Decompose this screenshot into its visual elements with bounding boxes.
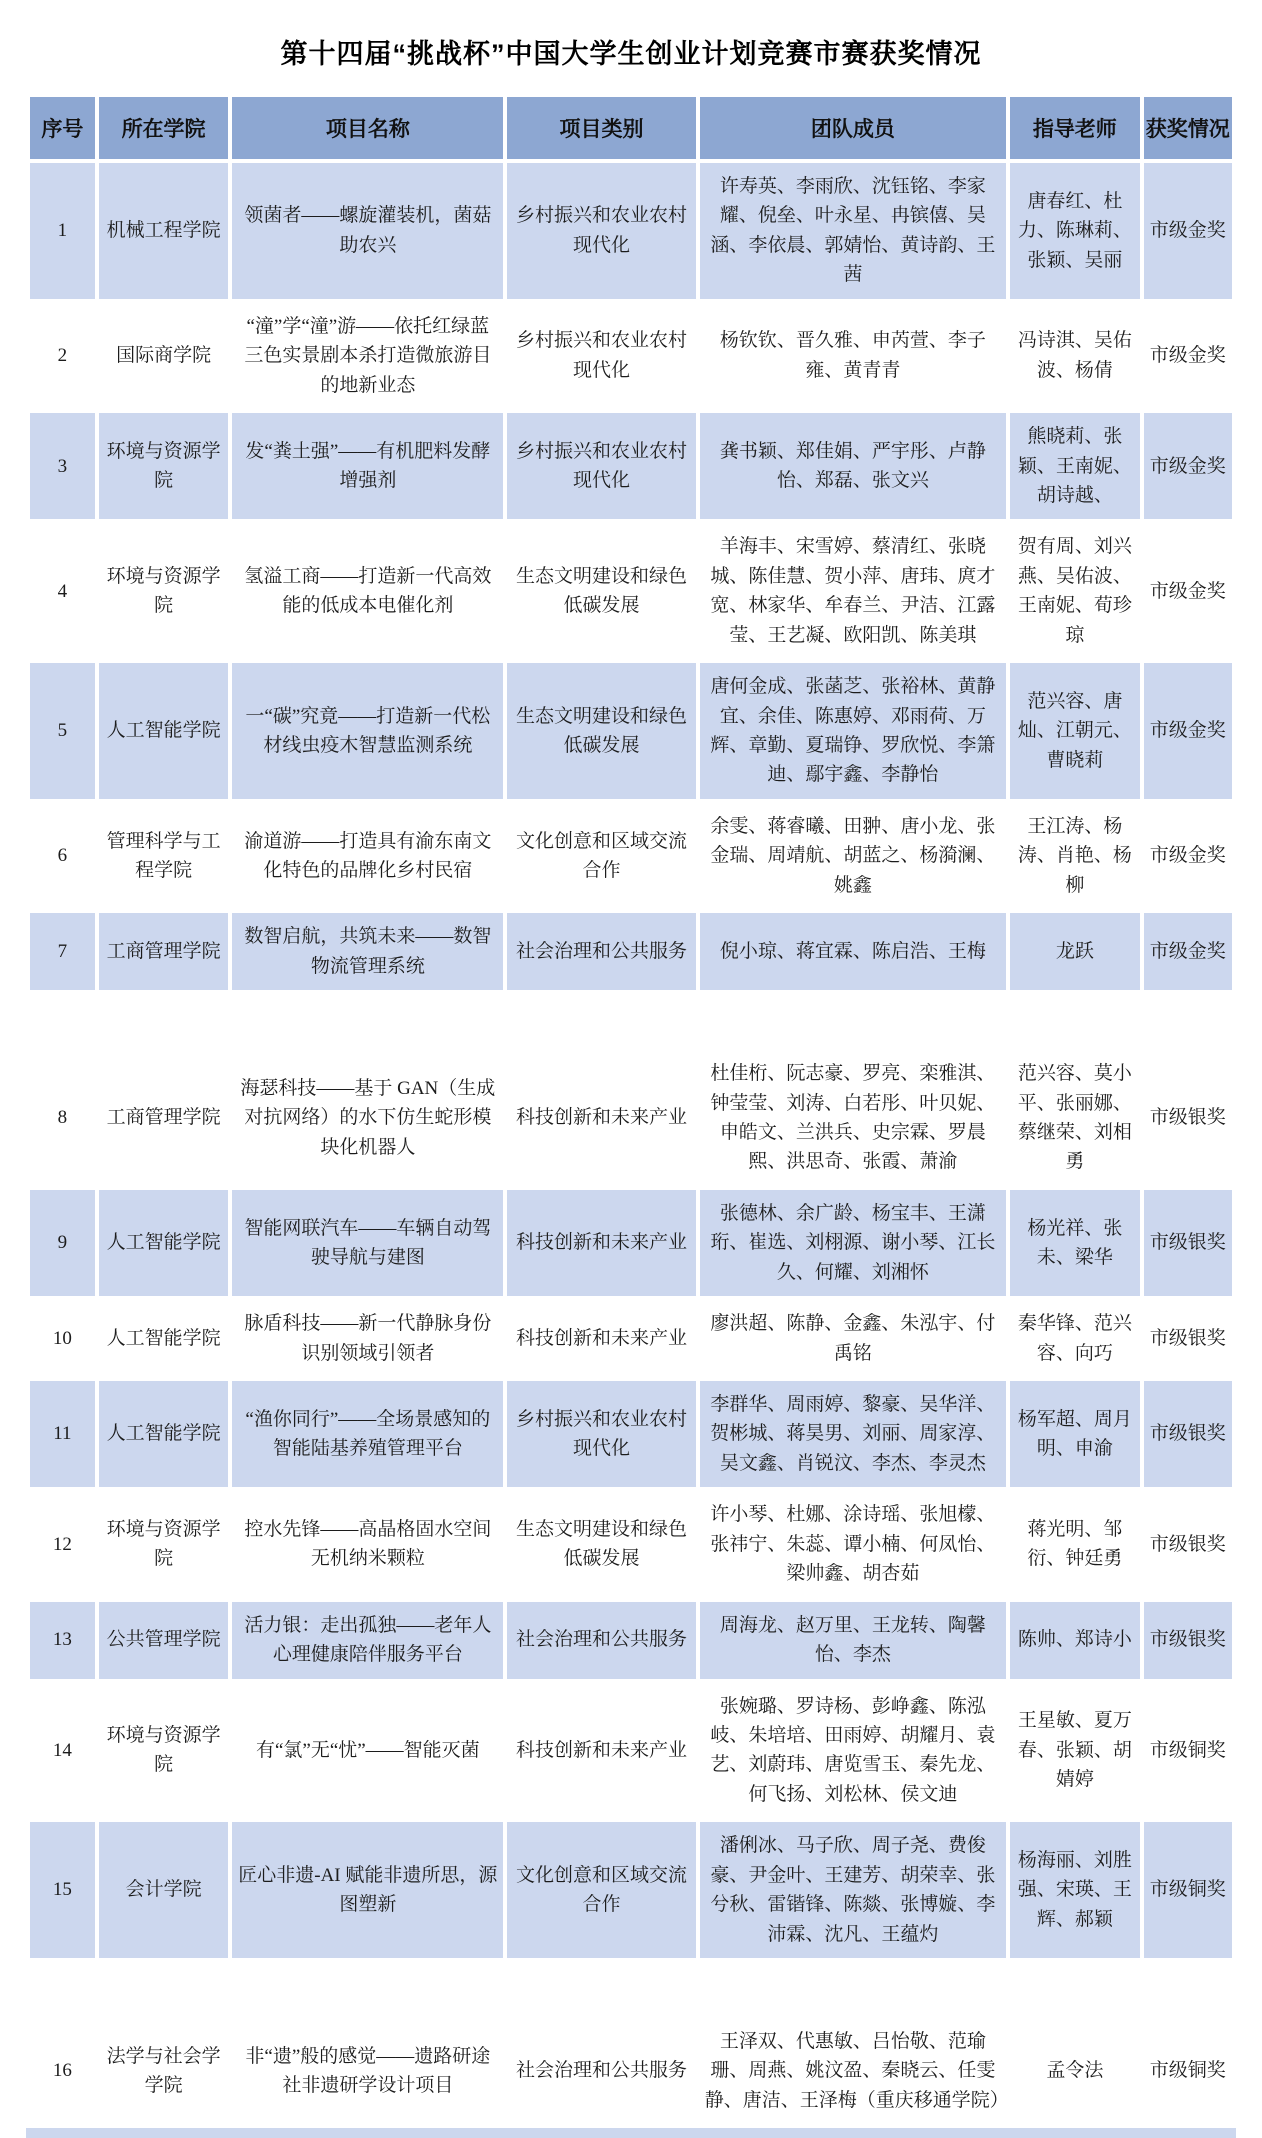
header-row (30, 97, 1232, 159)
cell-award: 市级铜奖 (1144, 1683, 1232, 1819)
cell-no: 4 (30, 523, 95, 659)
cell-members: 廖洪超、陈静、金鑫、朱泓宇、付禹铭 (700, 1300, 1006, 1377)
cell-project: 海瑟科技——基于 GAN（生成对抗网络）的水下仿生蛇形模块化机器人 (232, 1050, 503, 1186)
cell-project: 渝道游——打造具有渝东南文化特色的品牌化乡村民宿 (232, 803, 503, 909)
table-row (30, 803, 1232, 909)
cell-college: 公共管理学院 (99, 1602, 229, 1679)
cell-award: 市级金奖 (1144, 523, 1232, 659)
cell-no: 7 (30, 913, 95, 990)
awards-table-container (26, 93, 1236, 2128)
cell-college: 环境与资源学院 (99, 413, 229, 519)
cell-award: 市级铜奖 (1144, 1822, 1232, 1958)
cell-advisors: 范兴容、莫小平、张丽娜、蔡继荣、刘相勇 (1010, 1050, 1140, 1186)
cell-no: 1 (30, 163, 95, 299)
cell-no: 11 (30, 1381, 95, 1487)
cell-project: 活力银：走出孤独——老年人心理健康陪伴服务平台 (232, 1602, 503, 1679)
cell-college: 人工智能学院 (99, 1381, 229, 1487)
cell-advisors: 王江涛、杨涛、肖艳、杨柳 (1010, 803, 1140, 909)
cell-no: 16 (30, 2018, 95, 2124)
cell-category: 科技创新和未来产业 (507, 1300, 695, 1377)
cell-advisors: 陈帅、郑诗小 (1010, 1602, 1140, 1679)
column-header-members: 团队成员 (700, 97, 1006, 159)
cell-award: 市级金奖 (1144, 303, 1232, 409)
cell-advisors: 熊晓莉、张颖、王南妮、胡诗越、 (1010, 413, 1140, 519)
cell-college: 环境与资源学院 (99, 523, 229, 659)
cell-category: 科技创新和未来产业 (507, 1050, 695, 1186)
cell-award: 市级银奖 (1144, 1190, 1232, 1296)
cell-no: 8 (30, 1050, 95, 1186)
table-row (30, 1300, 1232, 1377)
cell-category: 乡村振兴和农业农村现代化 (507, 1381, 695, 1487)
cell-members: 唐何金成、张菡芝、张裕林、黄静宜、余佳、陈惠婷、邓雨荷、万辉、章勤、夏瑞铮、罗欣悦、李箫迪、鄢宇鑫、李静怡 (700, 663, 1006, 799)
cell-category: 科技创新和未来产业 (507, 1683, 695, 1819)
column-header-project: 项目名称 (232, 97, 503, 159)
cell-college: 环境与资源学院 (99, 1491, 229, 1597)
cell-category: 生态文明建设和绿色低碳发展 (507, 1491, 695, 1597)
cell-project: 发“粪土强”——有机肥料发酵增强剂 (232, 413, 503, 519)
cell-category: 生态文明建设和绿色低碳发展 (507, 523, 695, 659)
table-row (30, 1683, 1232, 1819)
cell-project: 数智启航，共筑未来——数智物流管理系统 (232, 913, 503, 990)
cell-award: 市级银奖 (1144, 1602, 1232, 1679)
cell-project: 智能网联汽车——车辆自动驾驶导航与建图 (232, 1190, 503, 1296)
cell-award: 市级金奖 (1144, 663, 1232, 799)
cell-members: 潘俐冰、马子欣、周子尧、费俊豪、尹金叶、王建芳、胡荣幸、张兮秋、雷锴锋、陈燚、张博嫙、李沛霖、沈凡、王蕴灼 (700, 1822, 1006, 1958)
cell-award: 市级金奖 (1144, 803, 1232, 909)
cell-college: 工商管理学院 (99, 1050, 229, 1186)
table-row (30, 1190, 1232, 1296)
cell-project: 匠心非遗-AI 赋能非遗所思，源图塑新 (232, 1822, 503, 1958)
table-row (30, 523, 1232, 659)
cell-project: “潼”学“潼”游——依托红绿蓝三色实景剧本杀打造微旅游目的地新业态 (232, 303, 503, 409)
column-header-no: 序号 (30, 97, 95, 159)
cell-category: 社会治理和公共服务 (507, 913, 695, 990)
table-row (30, 1491, 1232, 1597)
cell-no: 10 (30, 1300, 95, 1377)
cell-project: 控水先锋——高晶格固水空间无机纳米颗粒 (232, 1491, 503, 1597)
cell-project: 脉盾科技——新一代静脉身份识别领域引领者 (232, 1300, 503, 1377)
cell-advisors: 秦华锋、范兴容、向巧 (1010, 1300, 1140, 1377)
cell-no: 2 (30, 303, 95, 409)
cell-college: 管理科学与工程学院 (99, 803, 229, 909)
column-header-award: 获奖情况 (1144, 97, 1232, 159)
cell-no: 3 (30, 413, 95, 519)
cell-category: 文化创意和区域交流合作 (507, 803, 695, 909)
cell-no: 12 (30, 1491, 95, 1597)
cell-members: 许小琴、杜娜、涂诗瑶、张旭檬、张祎宁、朱蕊、谭小楠、何凤怡、梁帅鑫、胡杏茹 (700, 1491, 1006, 1597)
table-row (30, 303, 1232, 409)
column-header-category: 项目类别 (507, 97, 695, 159)
cell-college: 人工智能学院 (99, 1300, 229, 1377)
cell-project: 氢溢工商——打造新一代高效能的低成本电催化剂 (232, 523, 503, 659)
cell-members: 张德林、余广龄、杨宝丰、王潇珩、崔选、刘栩源、谢小琴、江长久、何耀、刘湘怀 (700, 1190, 1006, 1296)
cell-college: 国际商学院 (99, 303, 229, 409)
cell-college: 环境与资源学院 (99, 1683, 229, 1819)
table-row (30, 413, 1232, 519)
table-row (30, 1822, 1232, 1958)
cell-college: 机械工程学院 (99, 163, 229, 299)
cell-project: 有“氯”无“忧”——智能灭菌 (232, 1683, 503, 1819)
cell-advisors: 蒋光明、邹衍、钟廷勇 (1010, 1491, 1140, 1597)
awards-table-section-3 (26, 2014, 1236, 2128)
cell-award: 市级金奖 (1144, 163, 1232, 299)
table-row (30, 1602, 1232, 1679)
cell-members: 杨钦钦、晋久雅、申芮萱、李子雍、黄青青 (700, 303, 1006, 409)
cell-project: 一“碳”究竟——打造新一代松材线虫疫木智慧监测系统 (232, 663, 503, 799)
column-header-advisors: 指导老师 (1010, 97, 1140, 159)
cell-no: 9 (30, 1190, 95, 1296)
table-row (30, 1050, 1232, 1186)
cell-category: 社会治理和公共服务 (507, 2018, 695, 2124)
cell-no: 14 (30, 1683, 95, 1819)
cell-category: 社会治理和公共服务 (507, 1602, 695, 1679)
column-header-college: 所在学院 (99, 97, 229, 159)
cell-award: 市级金奖 (1144, 413, 1232, 519)
cell-members: 杜佳桁、阮志豪、罗亮、栾雅淇、钟莹莹、刘涛、白若彤、叶贝妮、申皓文、兰洪兵、史宗霖、罗晨熙、洪思奇、张霞、萧渝 (700, 1050, 1006, 1186)
table-row (30, 163, 1232, 299)
cell-advisors: 唐春红、杜力、陈琳莉、张颖、吴丽 (1010, 163, 1140, 299)
cell-members: 张婉璐、罗诗杨、彭峥鑫、陈泓岐、朱培培、田雨婷、胡耀月、袁艺、刘蔚玮、唐览雪玉、秦先龙、何飞扬、刘松林、侯文迪 (700, 1683, 1006, 1819)
cell-category: 乡村振兴和农业农村现代化 (507, 303, 695, 409)
cell-members: 龚书颖、郑佳娟、严宇彤、卢静怡、郑磊、张文兴 (700, 413, 1006, 519)
cell-college: 会计学院 (99, 1822, 229, 1958)
table-row (30, 663, 1232, 799)
cell-award: 市级银奖 (1144, 1300, 1232, 1377)
awards-table-section-1 (26, 93, 1236, 994)
cell-no: 15 (30, 1822, 95, 1958)
cell-college: 法学与社会学学院 (99, 2018, 229, 2124)
awards-table-section-2 (26, 1046, 1236, 1962)
cell-advisors: 杨军超、周月明、申渝 (1010, 1381, 1140, 1487)
next-row-partial (26, 2128, 1236, 2138)
cell-award: 市级铜奖 (1144, 2018, 1232, 2124)
cell-members: 许寿英、李雨欣、沈钰铭、李家耀、倪垒、叶永星、冉镔僖、吴涵、李依晨、郭婧怡、黄诗韵、王茜 (700, 163, 1006, 299)
cell-category: 文化创意和区域交流合作 (507, 1822, 695, 1958)
cell-category: 乡村振兴和农业农村现代化 (507, 413, 695, 519)
cell-project: 领菌者——螺旋灌装机，菌菇助农兴 (232, 163, 503, 299)
cell-category: 生态文明建设和绿色低碳发展 (507, 663, 695, 799)
cell-award: 市级银奖 (1144, 1491, 1232, 1597)
table-row (30, 2018, 1232, 2124)
cell-college: 工商管理学院 (99, 913, 229, 990)
cell-no: 13 (30, 1602, 95, 1679)
cell-category: 科技创新和未来产业 (507, 1190, 695, 1296)
cell-project: “渔你同行”——全场景感知的智能陆基养殖管理平台 (232, 1381, 503, 1487)
cell-project: 非“遗”般的感觉——遗路研途社非遗研学设计项目 (232, 2018, 503, 2124)
cell-advisors: 龙跃 (1010, 913, 1140, 990)
cell-advisors: 杨海丽、刘胜强、宋瑛、王辉、郝颖 (1010, 1822, 1140, 1958)
table-row (30, 1381, 1232, 1487)
cell-no: 5 (30, 663, 95, 799)
cell-no: 6 (30, 803, 95, 909)
cell-members: 周海龙、赵万里、王龙转、陶馨怡、李杰 (700, 1602, 1006, 1679)
cell-award: 市级银奖 (1144, 1381, 1232, 1487)
cell-award: 市级金奖 (1144, 913, 1232, 990)
cell-members: 李群华、周雨婷、黎豪、吴华洋、贺彬城、蒋昊男、刘丽、周家淳、吴文鑫、肖锐汶、李杰、李灵杰 (700, 1381, 1006, 1487)
cell-members: 余雯、蒋睿曦、田翀、唐小龙、张金瑞、周靖航、胡蓝之、杨漪澜、姚鑫 (700, 803, 1006, 909)
cell-members: 羊海丰、宋雪婷、蔡清红、张晓城、陈佳慧、贺小萍、唐玮、庹才宽、林家华、牟春兰、尹洁、江露莹、王艺凝、欧阳凯、陈美琪 (700, 523, 1006, 659)
cell-advisors: 冯诗淇、吴佑波、杨倩 (1010, 303, 1140, 409)
cell-college: 人工智能学院 (99, 663, 229, 799)
table-row (30, 913, 1232, 990)
page-title: 第十四届“挑战杯”中国大学生创业计划竞赛市赛获奖情况 (280, 39, 982, 69)
cell-advisors: 王星敏、夏万春、张颖、胡婧婷 (1010, 1683, 1140, 1819)
cell-advisors: 范兴容、唐灿、江朝元、曹晓莉 (1010, 663, 1140, 799)
cell-college: 人工智能学院 (99, 1190, 229, 1296)
cell-advisors: 杨光祥、张未、梁华 (1010, 1190, 1140, 1296)
cell-members: 倪小琼、蒋宜霖、陈启浩、王梅 (700, 913, 1006, 990)
cell-advisors: 贺有周、刘兴燕、吴佑波、王南妮、荀珍琼 (1010, 523, 1140, 659)
cell-award: 市级银奖 (1144, 1050, 1232, 1186)
cell-members: 王泽双、代惠敏、吕怡敬、范瑜珊、周燕、姚汶盈、秦晓云、任雯静、唐洁、王泽梅（重庆移通学院） (700, 2018, 1006, 2124)
cell-advisors: 孟令法 (1010, 2018, 1140, 2124)
cell-category: 乡村振兴和农业农村现代化 (507, 163, 695, 299)
